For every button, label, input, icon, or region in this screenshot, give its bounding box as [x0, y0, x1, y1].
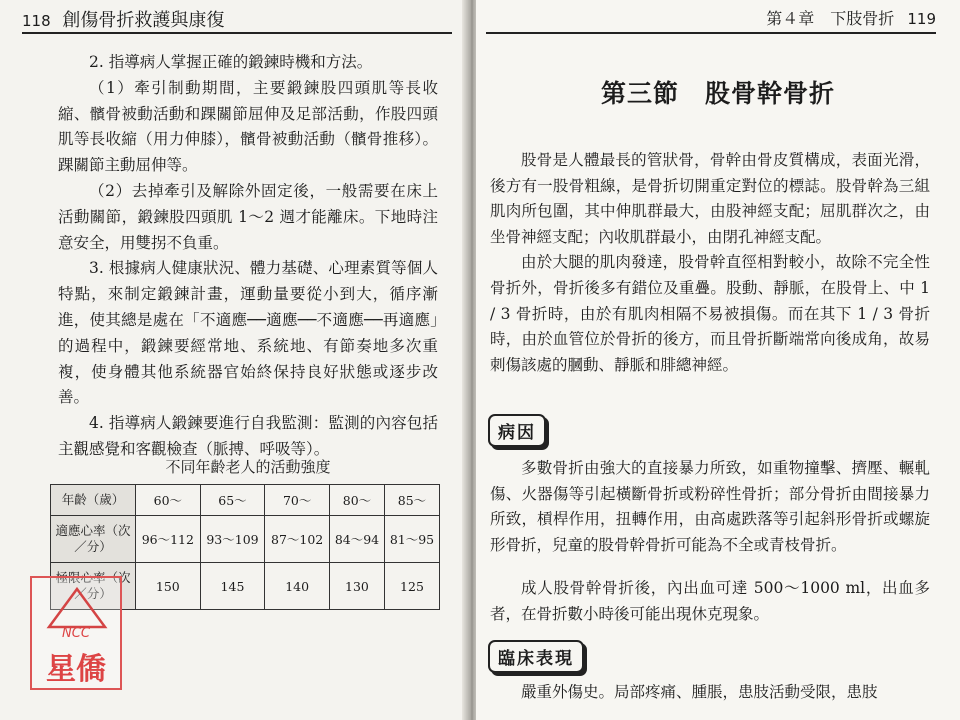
left-header-rule [22, 32, 452, 34]
paragraph: 3. 根據病人健康狀況、體力基礎、心理素質等個人特點，來制定鍛鍊計畫，運動量要從小到大，循序漸進，使其總是處在「不適應──適應──不適應──再適應」的過程中，鍛鍊要經常地、系統地、有節奏地多次重複，使身體其他系統器官始終保持良好狀態或逐步改善。 [58, 259, 438, 407]
table-cell: 80～ [329, 485, 384, 516]
table-cell: 96～112 [136, 516, 201, 563]
ncc-stamp-logo [30, 576, 122, 690]
table-cell: 125 [384, 563, 439, 610]
table-title: 不同年齡老人的活動強度 [165, 458, 331, 476]
clinical-heading: 臨床表現 [488, 640, 584, 673]
table-cell: 84～94 [329, 516, 384, 563]
paragraph: 由於大腿的肌肉發達，股骨幹直徑相對較小，故除不完全性骨折外，骨折後多有錯位及重疊。股動、靜脈，在股骨上、中 1 / 3 骨折時，由於有肌肉相隔不易被損傷。而在其下 1 / 3 骨折時，由於血管位於骨折的後方，而且骨折斷端常向後成角，故易刺傷該處的膕動、靜脈和腓總神經。 [490, 253, 930, 374]
paragraph: （1）牽引制動期間，主要鍛鍊股四頭肌等長收縮、髕骨被動活動和踝關節屈伸及足部活動，作股四頭肌等長收縮（用力伸膝），髕骨被動活動（髕骨推移）。踝關節主動屈伸等。 [58, 78, 438, 175]
right-page [476, 0, 960, 720]
table-cell: 60～ [136, 485, 201, 516]
stamp-triangle-icon [46, 586, 108, 630]
left-running-head: 創傷骨折救護與康復 [62, 10, 225, 31]
left-page [0, 0, 468, 720]
paragraph: 成人股骨幹骨折後，內出血可達 500～1000 ml，出血多者，在骨折數小時後可能出現休克現象。 [490, 579, 930, 623]
table-cell: 93～109 [200, 516, 265, 563]
cause-heading: 病因 [488, 414, 546, 447]
table-cell: 87～102 [265, 516, 330, 563]
right-running-header [766, 6, 936, 29]
left-running-header [22, 6, 452, 32]
table-cell: 70～ [265, 485, 330, 516]
left-body-text [58, 50, 438, 463]
paragraph: 股骨是人體最長的管狀骨，骨幹由骨皮質構成，表面光滑，後方有一股骨粗線，是骨折切開重定對位的標誌。股骨幹為三組肌肉所包圍，其中伸肌群最大，由股神經支配；屈肌群次之，由坐骨神經支配；內收肌群最小，由閉孔神經支配。 [490, 151, 930, 246]
paragraph: 4. 指導病人鍛鍊要進行自我監測：監測的內容包括主觀感覺和客觀檢查（脈搏、呼吸等）。 [58, 414, 438, 458]
cause-text-2 [490, 576, 930, 627]
stamp-small-text: NCC [62, 626, 90, 641]
table-row [51, 516, 440, 563]
paragraph: 2. 指導病人掌握正確的鍛鍊時機和方法。 [89, 53, 373, 71]
row-header-age: 年齡（歲） [51, 485, 136, 516]
left-page-number: 118 [22, 12, 51, 30]
chapter-head: 第４章 下肢骨折 [766, 9, 895, 28]
right-header-rule [486, 32, 936, 34]
intro-text [490, 148, 930, 378]
paragraph: （2）去掉牽引及解除外固定後，一般需要在床上活動關節，鍛鍊股四頭肌 1～2 週才能離床。下地時注意安全，用雙拐不負重。 [58, 181, 438, 252]
cause-text [490, 456, 930, 558]
clinical-text [490, 680, 930, 706]
table-cell: 150 [136, 563, 201, 610]
table-row [51, 485, 440, 516]
paragraph: 嚴重外傷史。局部疼痛、腫脹，患肢活動受限，患肢 [521, 683, 878, 701]
table-cell: 130 [329, 563, 384, 610]
table-cell: 140 [265, 563, 330, 610]
paragraph: 多數骨折由強大的直接暴力所致，如重物撞擊、擠壓、輾軋傷、火器傷等引起橫斷骨折或粉碎性骨折；部分骨折由間接暴力所致，槓桿作用，扭轉作用，由高處跌落等引起斜形骨折或螺旋形骨折，兒童的股骨幹骨折可能為不全或青枝骨折。 [490, 459, 930, 554]
right-page-number: 119 [907, 10, 936, 28]
table-cell: 85～ [384, 485, 439, 516]
table-cell: 81～95 [384, 516, 439, 563]
table-cell: 65～ [200, 485, 265, 516]
row-header-adaptive-heart-rate: 適應心率（次／分） [51, 516, 136, 563]
stamp-big-text: 星僑 [46, 652, 106, 687]
row-header-max-heart-rate: 極限心率（次／分） [51, 563, 136, 610]
section-title: 第三節 股骨幹骨折 [600, 79, 835, 108]
table-cell: 145 [200, 563, 265, 610]
